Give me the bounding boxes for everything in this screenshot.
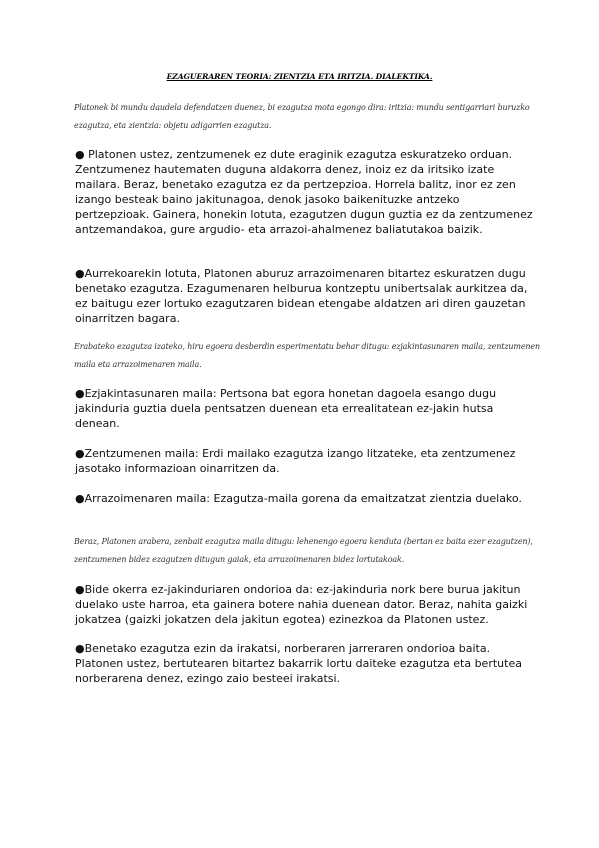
bullet-icon: ● [75,148,85,161]
bullet-paragraph [75,582,535,627]
bullet-paragraph [75,446,535,476]
paragraph-text: Aurrekoarekin lotuta, Platonen aburuz arrazoimenaren bitartez eskuratzen dugu benetako ezagutza. Ezagumenaren helburua kontzeptu unibertsalak aurkitzea da, ez baitugu ezer lortuko ezagutzaren bidean etengabe aldatzen ari diren gauzetan oinarritzen bagara. [75,267,528,325]
paragraph-text: Zentzumenen maila: Erdi mailako ezagutza izango litzateke, eta zentzumenez jasotako informazioan oinarritzen da. [75,447,516,475]
bullet-icon: ● [75,267,85,280]
paragraph-text: Platonen ustez, zentzumenek ez dute eraginik ezagutza eskuratzeko orduan. Zentzumenez hautematen duguna aldakorra denez, inoiz ez da iritsiko izate mailara. Beraz, benetako ezagutza ez da pertzepzioa. Horrela balitz, inor ez zen izango besteak baino jakitunagoa, denok jasoko baikenituzke antzeko pertzepzioak. Gainera, honekin lotuta, ezagutzen dugun guztia ez da zentzumenez antzemandakoa, gure argudio- eta arrazoi-ahalmenez baliatutakoa baizik. [75,148,533,236]
bullet-paragraph [75,491,535,506]
bullet-paragraph [75,386,535,431]
intro-paragraph: Platonek bi mundu daudela defendatzen duenez, bi ezagutza mota egongo dira: iritzia: mundu sentigarriari buruzko ezagutza, eta zientzia: objetu adigarrien ezagutza. [74,103,530,130]
bullet-icon: ● [75,387,85,400]
bullet-paragraph [75,147,535,237]
bullet-paragraph [75,641,535,686]
bullet-icon: ● [75,642,85,655]
bullet-icon: ● [75,583,85,596]
intro-paragraph: Beraz, Platonen arabera, zenbait ezagutza maila ditugu: lehenengo egoera kenduta (bertan ez baita ezer ezagutzen), zentzumenen bidez ezagutzen ditugun gaiak, eta arrazoimenaren bidez lortutakoak. [74,537,533,564]
bullet-paragraph [75,266,535,326]
intro-paragraph: Erabateko ezagutza izateko, hiru egoera desberdin esperimentatu behar ditugu: ezjakintasunaren maila, zentzumenen maila eta arrazoimenaren maila. [74,342,540,369]
paragraph-text: Bide okerra ez-jakinduriaren ondorioa da: ez-jakinduria nork bere burua jakitun duelako uste harroa, eta gainera botere nahia duenean dator. Beraz, nahita gaizki jokatzea (gaizki jokatzen dela jakitun egotea) ezinezkoa da Platonen ustez. [75,583,528,626]
paragraph-text: Ezjakintasunaren maila: Pertsona bat egora honetan dagoela esango dugu jakinduria guztia duela pentsatzen duenean eta errealitatean ez-jakin hutsa denean. [75,387,497,430]
bullet-icon: ● [75,492,85,505]
document-title: EZAGUERAREN TEORIA: ZIENTZIA ETA IRITZIA. DIALEKTIKA. [166,72,433,81]
paragraph-text: Arrazoimenaren maila: Ezagutza-maila gorena da emaitzatzat zientzia duelako. [84,492,522,505]
paragraph-text: Benetako ezagutza ezin da irakatsi, norberaren jarreraren ondorioa baita. Platonen ustez, bertutearen bitartez bakarrik lortu daiteke ezagutza eta bertutea norberarena denez, ezingo zaio besteei irakatsi. [75,642,522,685]
bullet-icon: ● [75,447,85,460]
